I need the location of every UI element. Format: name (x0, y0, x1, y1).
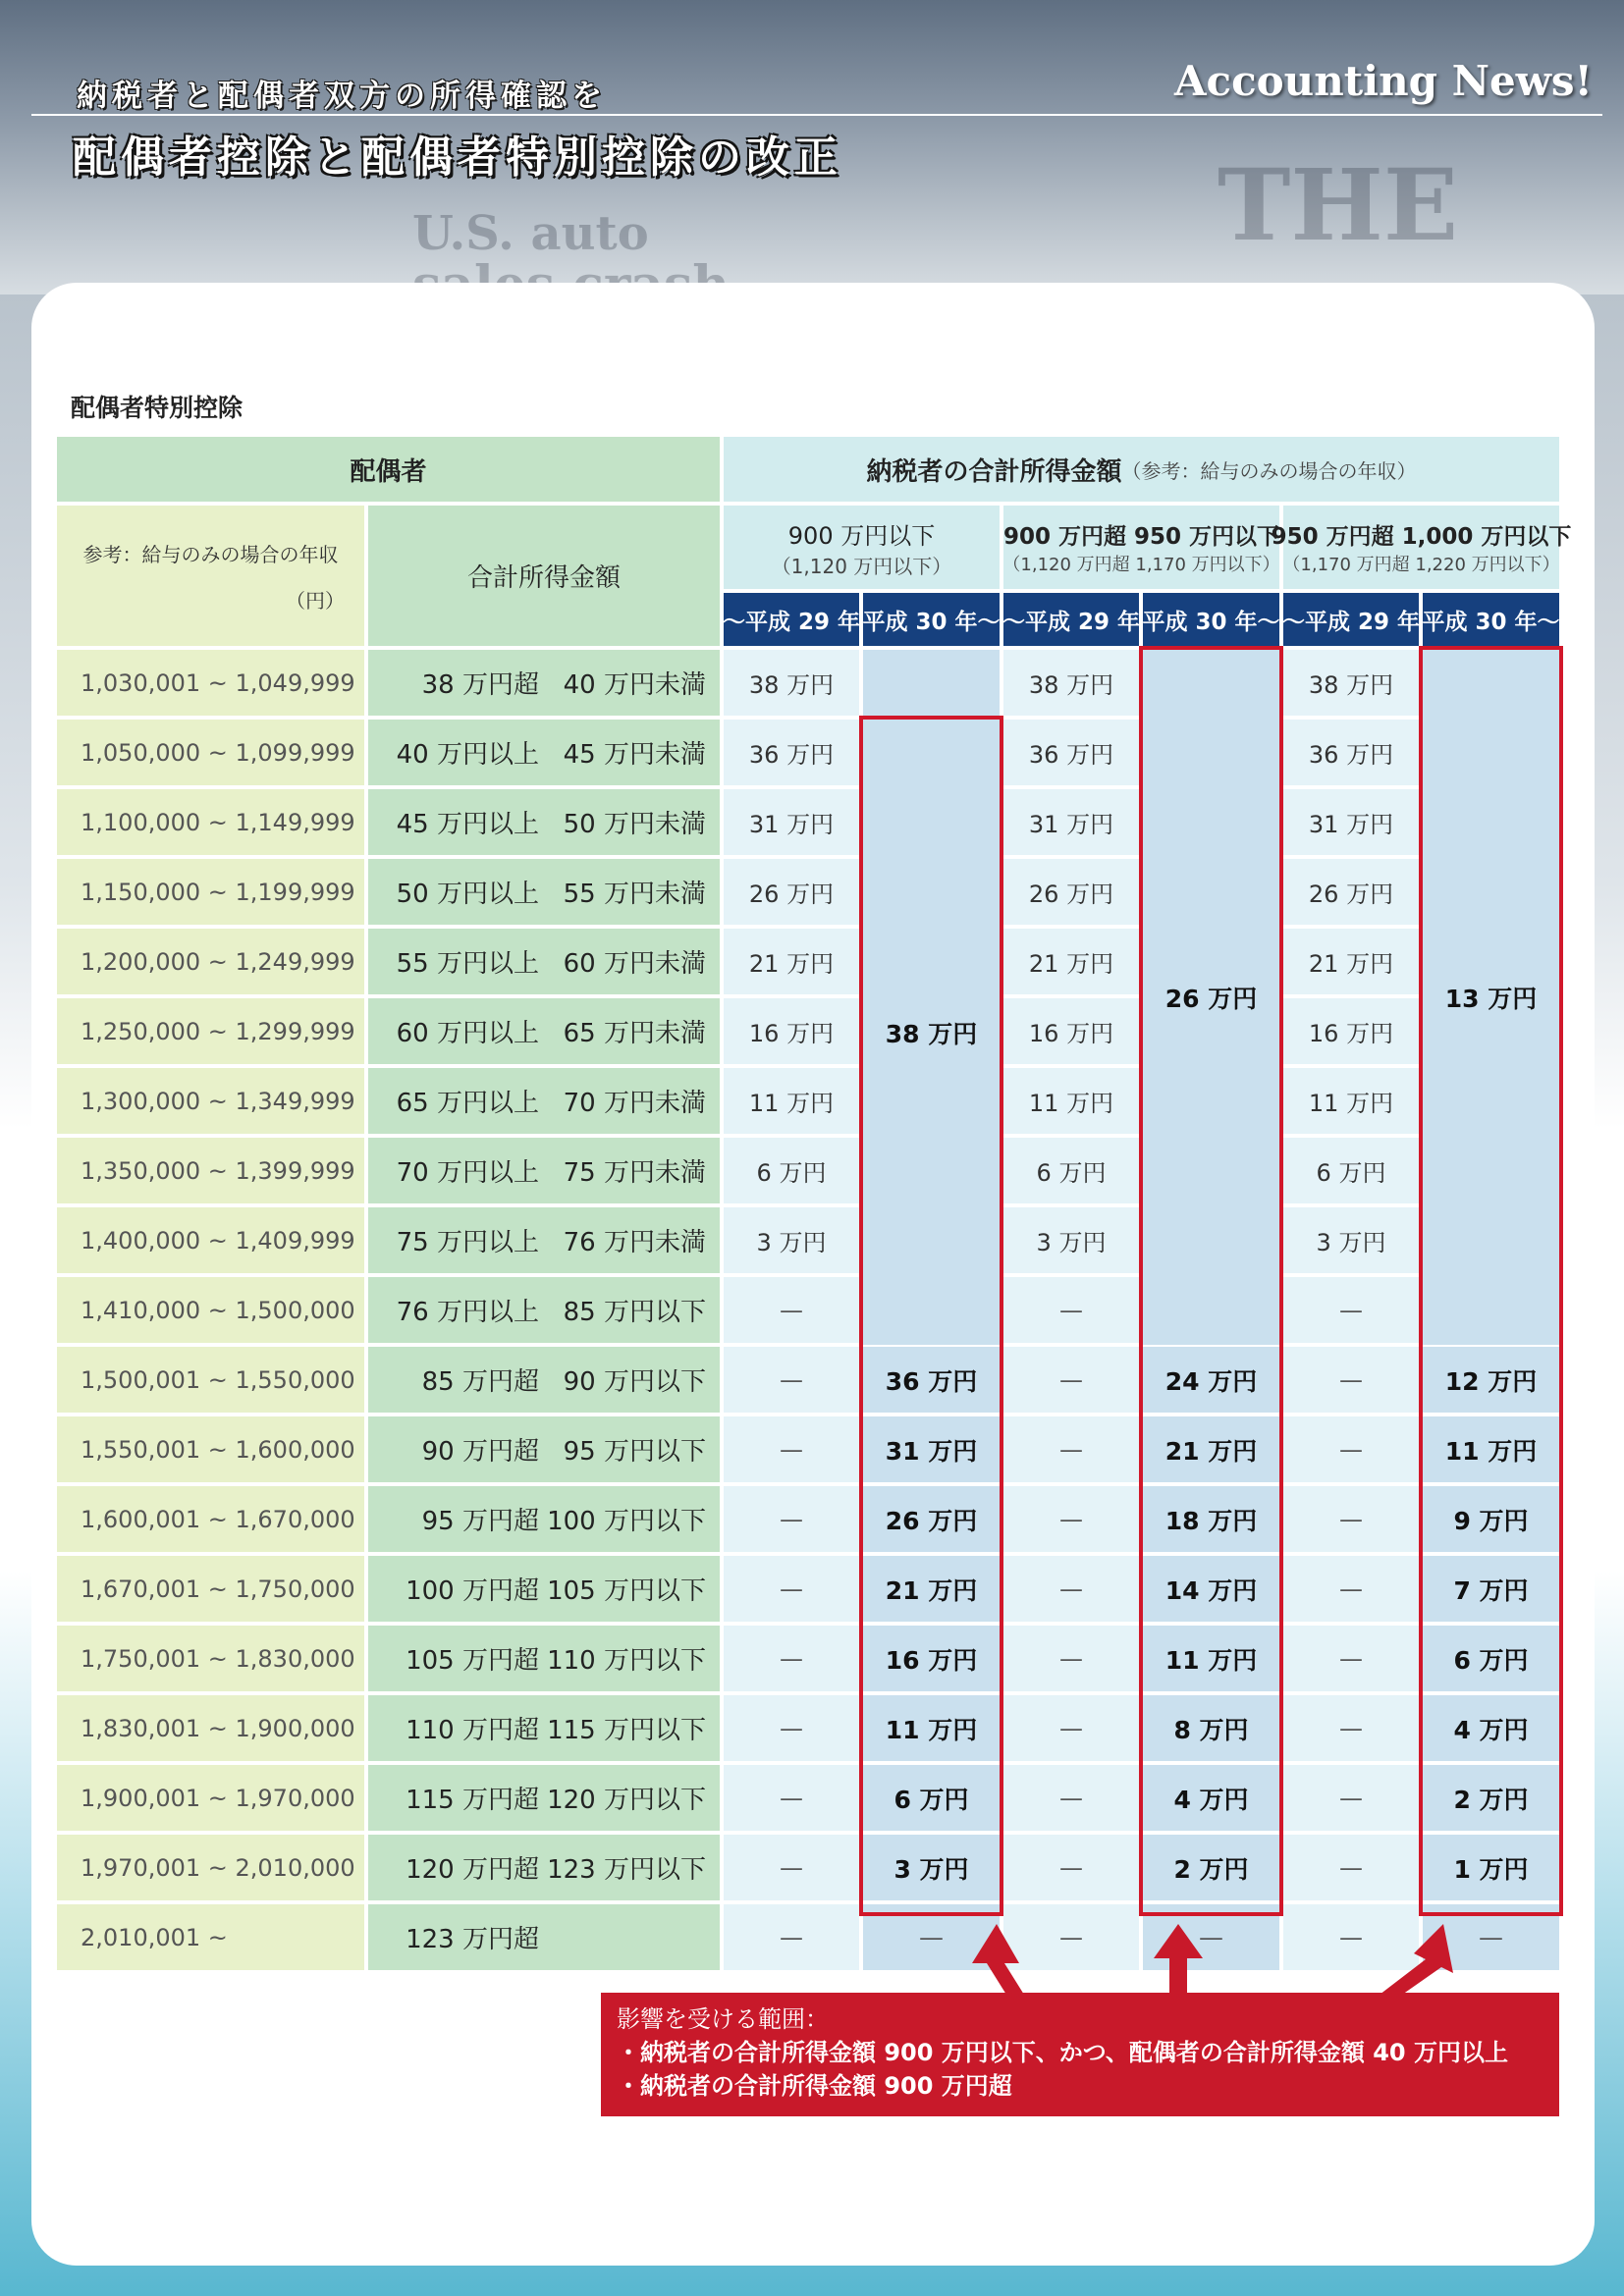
ref-income-value: 1,150,000 ~ 1,199,999 (81, 878, 355, 906)
deduction-value: — (919, 1923, 944, 1951)
deduction-value: 11 万円 (1308, 1090, 1394, 1117)
deduction-value: 36 万円 (1308, 741, 1394, 769)
income-range-to: 120 万円以下 (547, 1786, 706, 1815)
spouse-header: 配偶者 (57, 437, 720, 502)
deduction-value: 4 万円 (1453, 1715, 1529, 1744)
period-new-header-2: 平成 30 年～ (1143, 593, 1279, 646)
merged-new-2-value: 26 万円 (1164, 985, 1258, 1013)
deduction-value: 11 万円 (885, 1715, 978, 1744)
deduction-value: 6 万円 (1316, 1159, 1386, 1187)
deduction-value: 38 万円 (1308, 671, 1394, 699)
arrow-up-icon (1380, 1924, 1453, 1995)
deduction-value: 26 万円 (748, 881, 835, 908)
deduction-value: — (1339, 1644, 1363, 1673)
deduction-value: — (1339, 1365, 1363, 1394)
deduction-value: 6 万円 (1036, 1159, 1107, 1187)
deduction-value: 26 万円 (1028, 881, 1114, 908)
deduction-value: — (1059, 1644, 1083, 1673)
deduction-value: — (780, 1296, 803, 1324)
income-range-from: 76 万円以上 (396, 1298, 539, 1327)
deduction-value: 11 万円 (1028, 1090, 1114, 1117)
period-new-header-3: 平成 30 年～ (1423, 593, 1559, 646)
ref-income-value: 1,400,000 ~ 1,409,999 (81, 1226, 355, 1255)
total-income-header: 合計所得金額 (368, 506, 720, 646)
income-range-to: 75 万円未満 (563, 1158, 706, 1188)
deduction-value: 14 万円 (1164, 1575, 1258, 1605)
deduction-value: — (1339, 1505, 1363, 1533)
deduction-value: — (1059, 1435, 1083, 1464)
deduction-value: 11 万円 (748, 1090, 835, 1117)
deduction-value: 18 万円 (1164, 1506, 1258, 1535)
deduction-value: 31 万円 (748, 811, 835, 838)
period-old-header-2: ～平成 29 年 (1003, 593, 1139, 646)
page-subtitle: 納税者と配偶者双方の所得確認を (77, 79, 607, 114)
deduction-value: — (780, 1853, 803, 1882)
deduction-value: — (780, 1435, 803, 1464)
newspaper-bg-text-1: U.S. auto (412, 206, 649, 261)
bracket-3-line2: （1,170 万円超 1,220 万円以下） (1282, 555, 1560, 575)
deduction-value: — (1059, 1296, 1083, 1324)
deduction-value: — (1059, 1365, 1083, 1394)
ref-income-value: 2,010,001 ~ (81, 1923, 228, 1951)
deduction-value: 38 万円 (1028, 671, 1114, 699)
deduction-value: 21 万円 (1308, 950, 1394, 978)
deduction-value: — (1339, 1714, 1363, 1742)
deduction-value: — (780, 1365, 803, 1394)
deduction-value: 6 万円 (1453, 1645, 1529, 1675)
deduction-value: 36 万円 (885, 1366, 978, 1396)
income-range-to: 45 万円未満 (563, 740, 706, 770)
income-range-from: 65 万円以上 (396, 1089, 539, 1118)
deduction-value: — (1059, 1505, 1083, 1533)
deduction-value: 3 万円 (1036, 1229, 1107, 1256)
deduction-value: — (780, 1923, 803, 1951)
ref-income-value: 1,750,001 ~ 1,830,000 (81, 1644, 355, 1673)
brand-logo: Accounting News! (1173, 57, 1593, 105)
deduction-value: 1 万円 (1453, 1854, 1529, 1884)
deduction-value: 38 万円 (748, 671, 835, 699)
ref-income-value: 1,250,000 ~ 1,299,999 (81, 1017, 355, 1045)
ref-income-value: 1,410,000 ~ 1,500,000 (81, 1296, 355, 1324)
deduction-value: 31 万円 (1308, 811, 1394, 838)
income-range-from: 100 万円超 (406, 1576, 539, 1606)
income-range-from: 60 万円以上 (396, 1019, 539, 1048)
deduction-value: 31 万円 (1028, 811, 1114, 838)
income-range-to: 95 万円以下 (563, 1437, 706, 1467)
bracket-1-line1: 900 万円以下 (787, 521, 936, 550)
deduction-value: 7 万円 (1453, 1575, 1529, 1605)
deduction-value: — (1339, 1575, 1363, 1603)
ref-income-header-line1: 参考：給与のみの場合の年収 (82, 542, 339, 566)
taxpayer-header-label: 納税者の合計所得金額 (866, 456, 1122, 487)
deduction-value: 4 万円 (1173, 1785, 1249, 1814)
income-range-from: 95 万円超 (421, 1507, 539, 1536)
deduction-value: 2 万円 (1173, 1854, 1249, 1884)
merged-new-3-value: 13 万円 (1444, 985, 1538, 1013)
income-range-to: 76 万円未満 (563, 1228, 706, 1257)
deduction-value: 16 万円 (1028, 1020, 1114, 1047)
deduction-value: 12 万円 (1444, 1366, 1538, 1396)
income-range-from: 38 万円超 (421, 670, 539, 700)
income-range-from: 110 万円超 (406, 1716, 539, 1745)
period-old-header-3: ～平成 29 年 (1283, 593, 1419, 646)
income-range-from: 45 万円以上 (396, 810, 539, 839)
income-range-from: 123 万円超 (406, 1925, 539, 1954)
deduction-value: 21 万円 (885, 1575, 978, 1605)
income-range-from: 75 万円以上 (396, 1228, 539, 1257)
ref-income-value: 1,050,000 ~ 1,099,999 (81, 738, 355, 767)
deduction-value: 8 万円 (1173, 1715, 1249, 1744)
deduction-value: 21 万円 (748, 950, 835, 978)
ref-income-value: 1,600,001 ~ 1,670,000 (81, 1505, 355, 1533)
income-range-to: 90 万円以下 (563, 1367, 706, 1397)
income-range-from: 85 万円超 (421, 1367, 539, 1397)
bracket-3-line1: 950 万円超 1,000 万円以下 (1271, 524, 1572, 550)
deduction-value: — (1059, 1575, 1083, 1603)
ref-income-value: 1,550,001 ~ 1,600,000 (81, 1435, 355, 1464)
deduction-value: — (1339, 1923, 1363, 1951)
deduction-value: — (1339, 1435, 1363, 1464)
deduction-value: 11 万円 (1444, 1436, 1538, 1466)
impact-note-title: 影響を受ける範囲： (617, 2005, 829, 2033)
deduction-value: — (1059, 1853, 1083, 1882)
ref-income-value: 1,500,001 ~ 1,550,000 (81, 1365, 355, 1394)
income-range-to: 110 万円以下 (547, 1646, 706, 1676)
income-range-from: 70 万円以上 (396, 1158, 539, 1188)
arrow-up-icon (972, 1924, 1024, 1995)
income-range-to: 60 万円未満 (563, 949, 706, 979)
arrow-up-icon (1154, 1924, 1203, 1995)
bracket-1-line2: （1,120 万円以下） (771, 554, 952, 578)
deduction-value: — (780, 1784, 803, 1812)
deduction-value: — (1059, 1714, 1083, 1742)
income-range-from: 50 万円以上 (396, 880, 539, 909)
income-range-to: 105 万円以下 (547, 1576, 706, 1606)
deduction-value: 2 万円 (1453, 1785, 1529, 1814)
deduction-value: 36 万円 (748, 741, 835, 769)
deduction-value: — (780, 1505, 803, 1533)
income-range-from: 90 万円超 (421, 1437, 539, 1467)
page-title: 配偶者控除と配偶者特別控除の改正 (73, 133, 842, 183)
deduction-value: 24 万円 (1164, 1366, 1258, 1396)
ref-income-value: 1,100,000 ~ 1,149,999 (81, 808, 355, 836)
deduction-value: 3 万円 (1316, 1229, 1386, 1256)
income-range-from: 55 万円以上 (396, 949, 539, 979)
deduction-value: — (1479, 1923, 1503, 1951)
deduction-value: 11 万円 (1164, 1645, 1258, 1675)
deduction-value: 6 万円 (756, 1159, 827, 1187)
deduction-value: — (1339, 1296, 1363, 1324)
deduction-value: — (1059, 1923, 1083, 1951)
income-range-to: 85 万円以下 (563, 1298, 706, 1327)
income-range-to: 70 万円未満 (563, 1089, 706, 1118)
income-range-to: 100 万円以下 (547, 1507, 706, 1536)
taxpayer-header-note: （参考：給与のみの場合の年収） (1121, 458, 1417, 483)
impact-note-line-2: ・納税者の合計所得金額 900 万円超 (617, 2072, 1012, 2100)
income-range-to: 40 万円未満 (563, 670, 706, 700)
deduction-value: 21 万円 (1164, 1436, 1258, 1466)
bracket-2-line1: 900 万円超 950 万円以下 (1002, 524, 1280, 550)
newspaper-bg-text-3: THE (1218, 147, 1459, 263)
income-range-from: 105 万円超 (406, 1646, 539, 1676)
income-range-from: 120 万円超 (406, 1855, 539, 1885)
income-range-from: 115 万円超 (406, 1786, 539, 1815)
deduction-value: 3 万円 (893, 1854, 969, 1884)
ref-income-value: 1,830,001 ~ 1,900,000 (81, 1714, 355, 1742)
income-range-to: 65 万円未満 (563, 1019, 706, 1048)
deduction-value: — (1339, 1853, 1363, 1882)
period-old-header-1: ～平成 29 年 (724, 593, 859, 646)
deduction-value: 26 万円 (885, 1506, 978, 1535)
deduction-value: — (780, 1575, 803, 1603)
deduction-value: — (1199, 1923, 1223, 1951)
deduction-value: — (780, 1714, 803, 1742)
deduction-value: — (1059, 1784, 1083, 1812)
income-range-to: 115 万円以下 (547, 1716, 706, 1745)
deduction-value: — (1339, 1784, 1363, 1812)
ref-income-value: 1,200,000 ~ 1,249,999 (81, 947, 355, 976)
deduction-value: 9 万円 (1453, 1506, 1529, 1535)
deduction-value: — (780, 1644, 803, 1673)
income-range-from: 40 万円以上 (396, 740, 539, 770)
deduction-value: 6 万円 (893, 1785, 969, 1814)
deduction-value: 21 万円 (1028, 950, 1114, 978)
income-range-to: 55 万円未満 (563, 880, 706, 909)
deduction-value: 26 万円 (1308, 881, 1394, 908)
ref-income-value: 1,350,000 ~ 1,399,999 (81, 1156, 355, 1185)
ref-income-value: 1,970,001 ~ 2,010,000 (81, 1853, 355, 1882)
deduction-value: 31 万円 (885, 1436, 978, 1466)
ref-income-value: 1,300,000 ~ 1,349,999 (81, 1087, 355, 1115)
deduction-value: 16 万円 (1308, 1020, 1394, 1047)
ref-income-value: 1,030,001 ~ 1,049,999 (81, 668, 355, 697)
section-label: 配偶者特別控除 (71, 394, 244, 422)
period-new-header-1: 平成 30 年～ (863, 593, 1000, 646)
deduction-value: 36 万円 (1028, 741, 1114, 769)
deduction-value: 16 万円 (748, 1020, 835, 1047)
impact-note (601, 1993, 1559, 2116)
ref-income-header-line2: （円） (286, 588, 345, 613)
impact-note-line-1: ・納税者の合計所得金額 900 万円以下、かつ、配偶者の合計所得金額 40 万円以上 (617, 2039, 1508, 2066)
income-range-to: 123 万円以下 (547, 1855, 706, 1885)
bracket-2-line2: （1,120 万円超 1,170 万円以下） (1002, 555, 1280, 575)
ref-income-value: 1,670,001 ~ 1,750,000 (81, 1575, 355, 1603)
deduction-value: 3 万円 (756, 1229, 827, 1256)
deduction-value: 16 万円 (885, 1645, 978, 1675)
income-range-to: 50 万円未満 (563, 810, 706, 839)
merged-new-1-value: 38 万円 (885, 1019, 978, 1048)
ref-income-value: 1,900,001 ~ 1,970,000 (81, 1784, 355, 1812)
